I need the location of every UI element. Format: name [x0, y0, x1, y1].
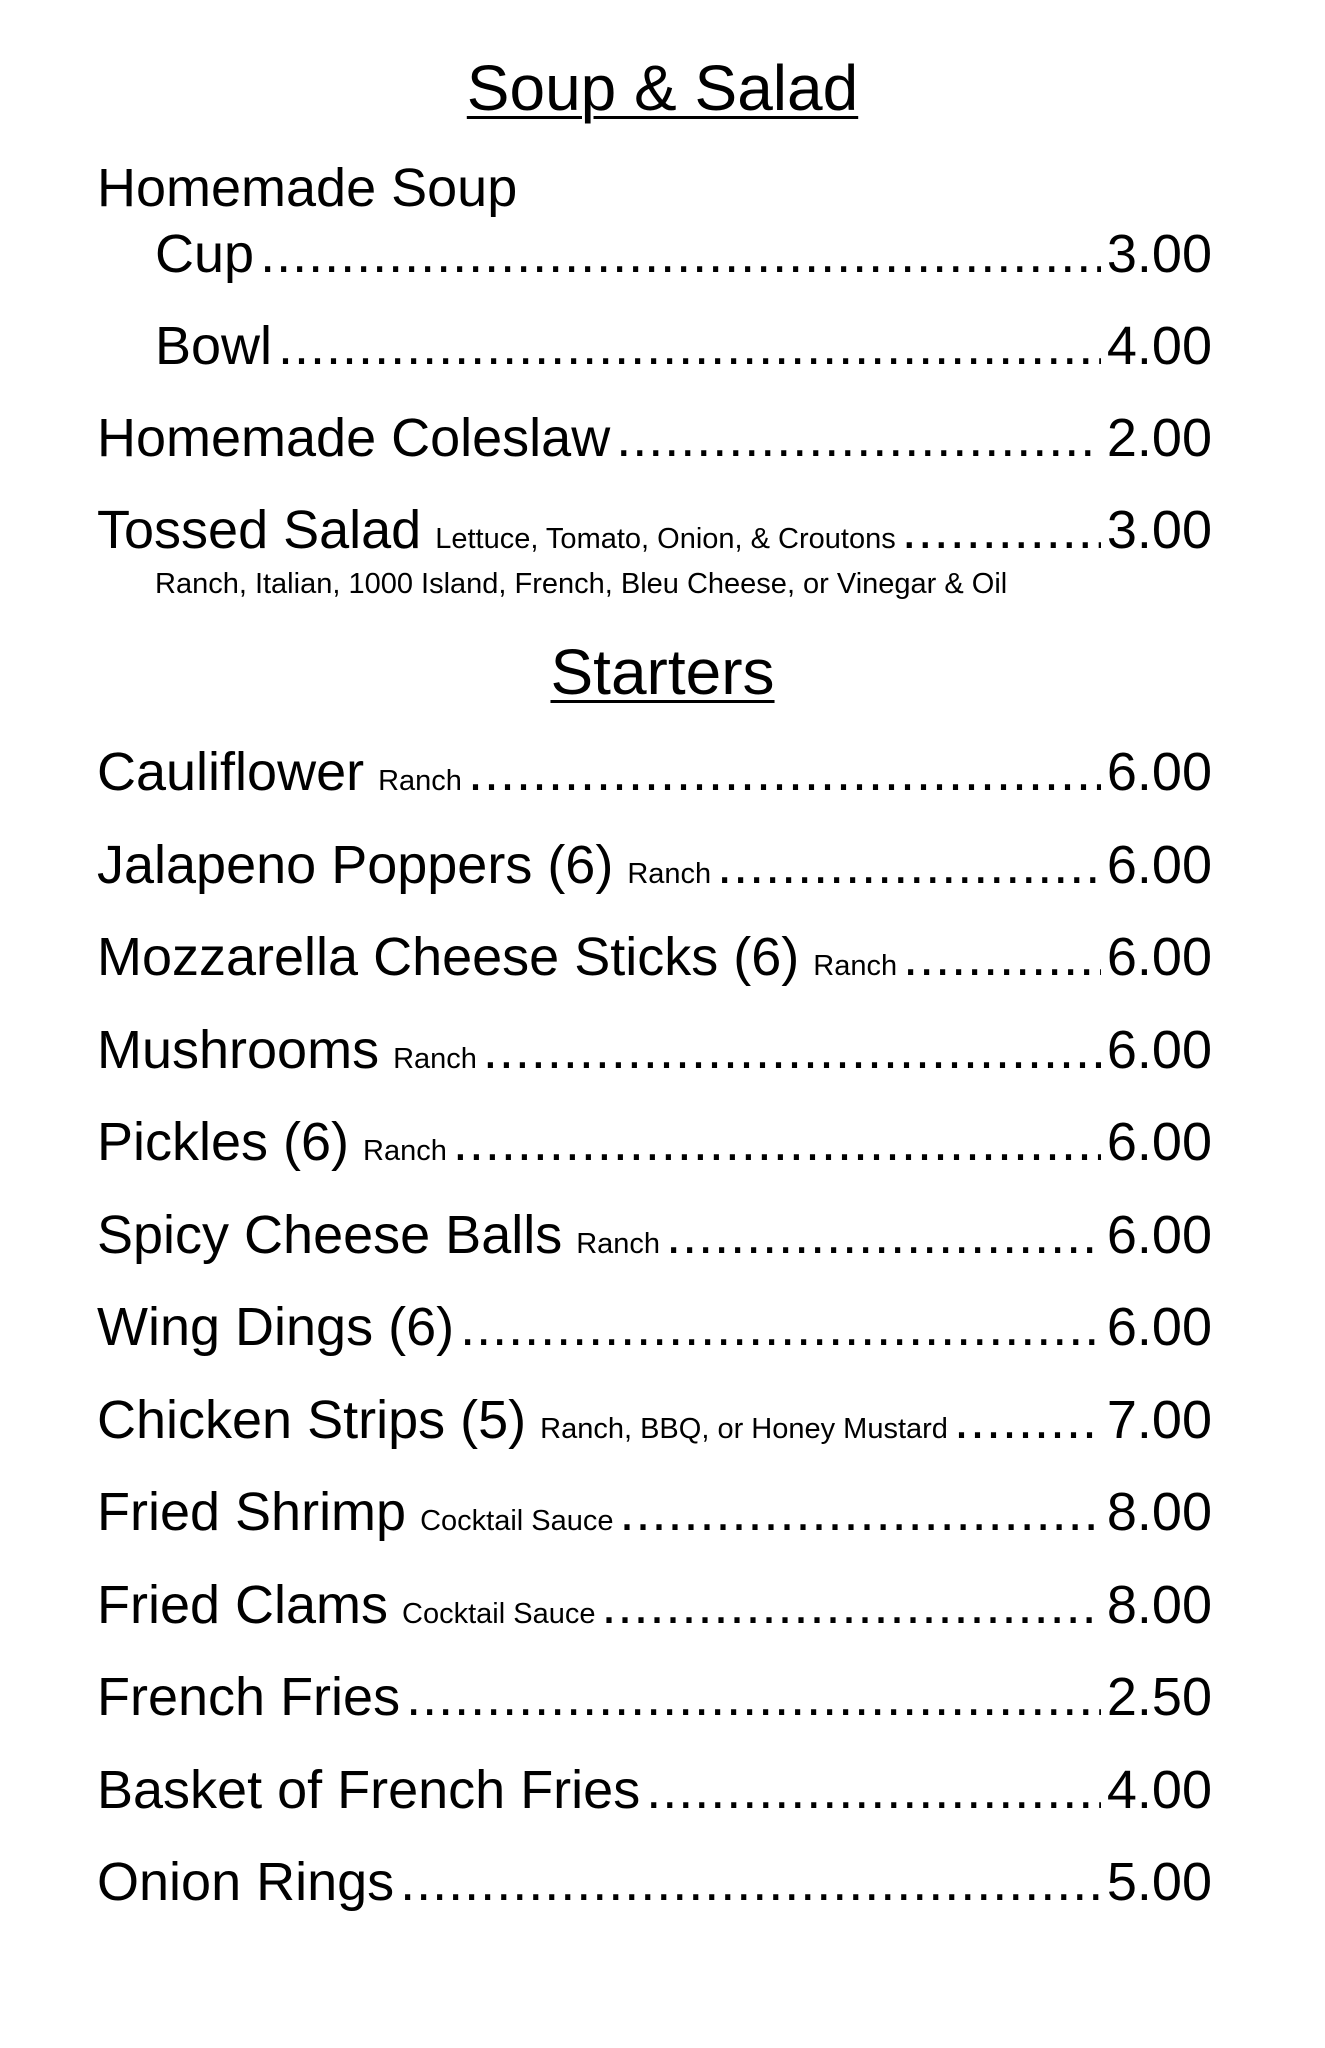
item-note: Ranch: [393, 1043, 477, 1075]
item-note: Cocktail Sauce: [402, 1598, 596, 1630]
item-note: Ranch: [363, 1135, 447, 1167]
soup-salad-heading: [0, 50, 1325, 126]
item-note: Ranch: [627, 858, 712, 890]
item-name: Onion Rings: [97, 1852, 395, 1912]
dot-leader: [260, 222, 1101, 286]
menu-item-starter: [97, 1573, 1212, 1637]
dot-leader: [601, 1573, 1100, 1637]
dot-leader: [483, 1018, 1101, 1082]
item-name: French Fries: [97, 1667, 401, 1727]
item-note: Ranch: [813, 950, 898, 982]
dot-leader: [453, 1110, 1101, 1174]
homemade-soup-label: Homemade Soup: [97, 158, 518, 218]
menu-item-coleslaw: [97, 406, 1212, 470]
dot-leader: [460, 1295, 1101, 1359]
soup-salad-heading-text: Soup & Salad: [466, 52, 859, 124]
starters-heading-text: Starters: [550, 636, 775, 708]
item-price: 8.00: [1106, 1575, 1212, 1635]
item-name: Wing Dings (6): [97, 1297, 455, 1357]
menu-item-starter: [97, 833, 1212, 897]
menu-item-starter: [97, 1295, 1212, 1359]
item-note: Ranch: [576, 1228, 661, 1260]
item-price: 6.00: [1106, 927, 1212, 987]
dot-leader: [903, 925, 1101, 989]
item-price: 8.00: [1106, 1482, 1212, 1542]
menu-item-starter: [97, 925, 1212, 989]
item-name: Basket of French Fries: [97, 1760, 641, 1820]
dressing-options: Ranch, Italian, 1000 Island, French, Bleu Cheese, or Vinegar & Oil: [155, 568, 1008, 600]
item-price: 3.00: [1106, 500, 1212, 560]
item-note: Ranch: [378, 765, 462, 797]
item-name: Mushrooms: [97, 1020, 380, 1080]
item-name: Fried Shrimp: [97, 1482, 407, 1542]
menu-item-starter: [97, 1110, 1212, 1174]
menu-item-starter: [97, 1203, 1212, 1267]
menu-item-starter: [97, 1480, 1212, 1544]
item-price: 4.00: [1106, 1760, 1212, 1820]
dot-leader: [620, 1480, 1101, 1544]
item-note: Lettuce, Tomato, Onion, & Croutons: [435, 523, 896, 555]
dot-leader: [666, 1203, 1101, 1267]
dot-leader: [400, 1850, 1101, 1914]
item-price: 6.00: [1106, 1112, 1212, 1172]
dot-leader: [646, 1758, 1101, 1822]
item-price: 2.50: [1106, 1667, 1212, 1727]
item-name: Spicy Cheese Balls: [97, 1205, 563, 1265]
item-price: 6.00: [1106, 1020, 1212, 1080]
dot-leader: [902, 498, 1101, 562]
menu-item-starter: [97, 740, 1212, 804]
menu-item-starter: [97, 1018, 1212, 1082]
menu-item-starter: [97, 1758, 1212, 1822]
item-price: 4.00: [1106, 316, 1212, 376]
menu-item-tossed-salad: [97, 498, 1212, 562]
dot-leader: [616, 406, 1101, 470]
item-price: 6.00: [1106, 835, 1212, 895]
menu-item-starter: [97, 1388, 1212, 1452]
dot-leader: [717, 833, 1101, 897]
menu-item-soup-cup: [155, 222, 1212, 286]
item-name: Bowl: [155, 316, 273, 376]
item-price: 2.00: [1106, 408, 1212, 468]
item-name: Cauliflower: [97, 742, 365, 802]
item-note: Ranch, BBQ, or Honey Mustard: [540, 1413, 948, 1445]
item-name: Mozzarella Cheese Sticks (6): [97, 927, 800, 987]
item-name: Cup: [155, 224, 255, 284]
item-name: Homemade Coleslaw: [97, 408, 611, 468]
item-name: Tossed Salad: [97, 500, 422, 560]
item-note: Cocktail Sauce: [420, 1505, 614, 1537]
item-price: 6.00: [1106, 1205, 1212, 1265]
dot-leader: [406, 1665, 1101, 1729]
menu-item-soup-bowl: [155, 314, 1212, 378]
dot-leader: [954, 1388, 1101, 1452]
dot-leader: [468, 740, 1101, 804]
item-name: Fried Clams: [97, 1575, 389, 1635]
item-price: 7.00: [1106, 1390, 1212, 1450]
item-price: 6.00: [1106, 742, 1212, 802]
starters-heading: [0, 634, 1325, 710]
item-price: 6.00: [1106, 1297, 1212, 1357]
item-name: Pickles (6): [97, 1112, 350, 1172]
item-price: 5.00: [1106, 1852, 1212, 1912]
menu-item-starter: [97, 1850, 1212, 1914]
dot-leader: [278, 314, 1101, 378]
item-name: Jalapeno Poppers (6): [97, 835, 614, 895]
menu-item-starter: [97, 1665, 1212, 1729]
item-name: Chicken Strips (5): [97, 1390, 527, 1450]
item-price: 3.00: [1106, 224, 1212, 284]
